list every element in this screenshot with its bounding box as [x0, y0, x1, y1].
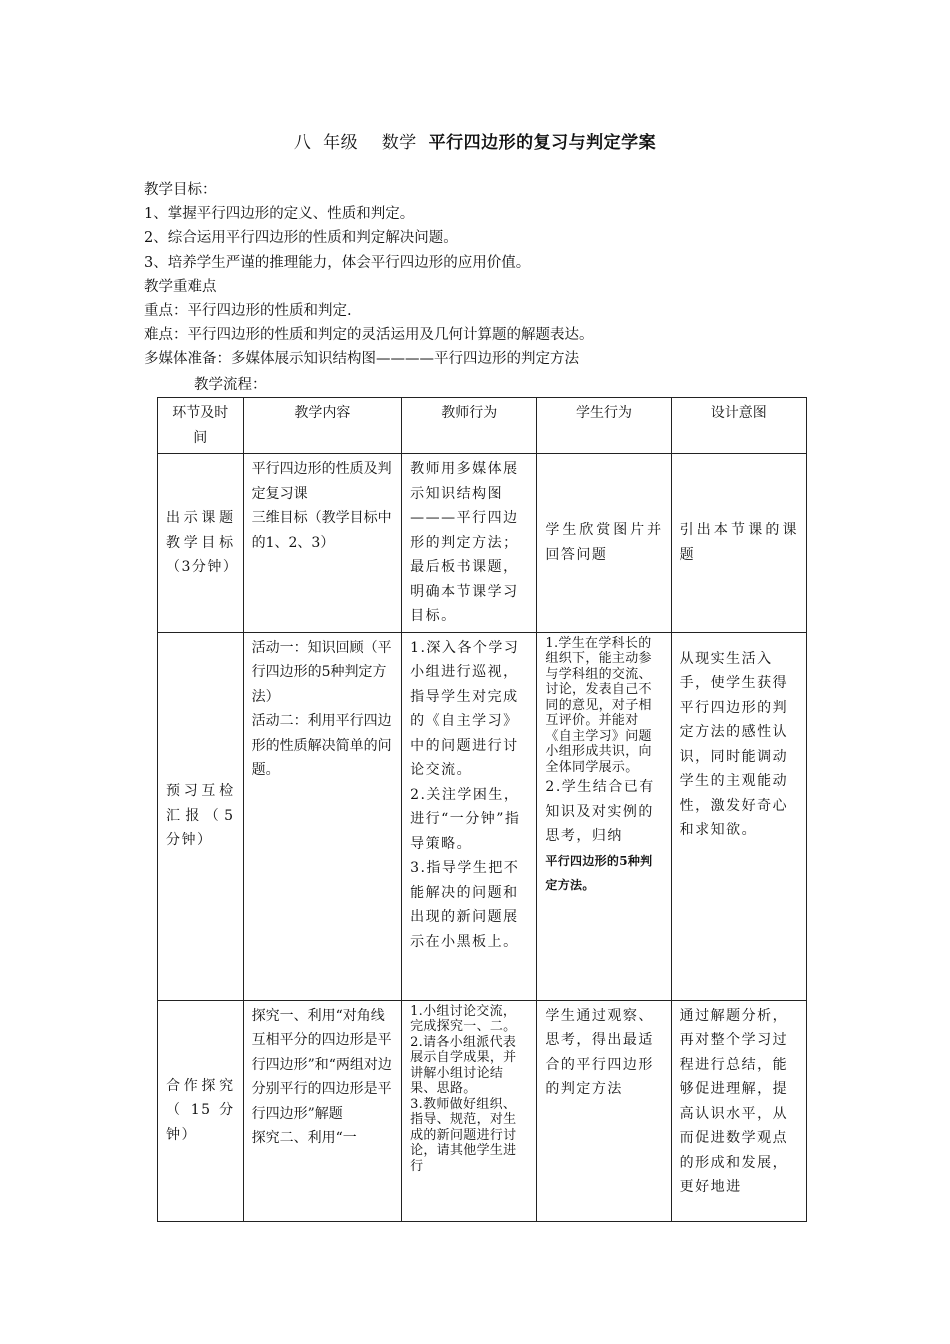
- student-cell: [537, 632, 671, 1000]
- table-header-row: [158, 398, 807, 454]
- difficult-point: 难点：平行四边形的性质和判定的灵活运用及几何计算题的解题表达。: [144, 327, 594, 344]
- intent-cell: [671, 1000, 806, 1221]
- header-stage: 环节及时间: [158, 398, 244, 454]
- content-text: 探究一、利用“对角线互相平分的四边形是平行四边形”和“两组对边分别平行的四边形是平行四边形”解题 探究二、利用“一: [251, 1007, 392, 1146]
- teacher-cell: [402, 1000, 537, 1221]
- content-cell: 平行四边形的性质及判定复习课 三维目标（教学目标中的1、2、3）: [243, 454, 401, 633]
- key-point: 重点：平行四边形的性质和判定.: [144, 303, 352, 320]
- content-cell: 活动一：知识回顾（平行四边形的5种判定方法） 活动二：利用平行四边形的性质解决简单的问题。: [243, 632, 401, 1000]
- intro-section: [144, 178, 824, 372]
- header-student: 学生行为: [537, 398, 671, 454]
- objective-1: 1、掌握平行四边形的定义、性质和判定。: [144, 206, 415, 223]
- stage-cell: 合作探究（ 15 分钟）: [158, 1000, 244, 1221]
- intent-text: 通过解题分析，再对整个学习过程进行总结，能够促进理解，提高认识水平，从而促进数学观点的形成和发展，更好地进: [679, 1007, 789, 1195]
- stage-cell: 预习互检汇报（5分钟）: [158, 632, 244, 1000]
- objective-2: 2、综合运用平行四边形的性质和判定解决问题。: [144, 230, 458, 247]
- lesson-flow-table: [157, 397, 807, 1222]
- teacher-text: 1.小组讨论交流， 完成探究一、二。 2.请各小组派代表展示自学成果，并讲解小组讨论结果、思路。 3.教师做好组织、指导、规范，对生成的新问题进行讨论，请其他学生进行: [410, 1003, 517, 1174]
- header-intent: 设计意图: [671, 398, 806, 454]
- content-cell: [243, 1000, 401, 1221]
- lesson-title: 平行四边形的复习与判定学案: [428, 133, 657, 153]
- intent-cell: 从现实生活入手，使学生获得平行四边形的判定方法的感性认识，同时能调动学生的主观能动性，激发好奇心和求知欲。: [671, 632, 806, 1000]
- key-points-heading: 教学重难点: [144, 278, 217, 295]
- header-content: 教学内容: [243, 398, 401, 454]
- table-row: [158, 454, 807, 633]
- student-bold-text: 平行四边形的5种判定方法。: [545, 853, 653, 892]
- stage-cell: 出示课题教学目标（3分钟）: [158, 454, 244, 633]
- multimedia-prep: 多媒体准备：多媒体展示知识结构图————平行四边形的判定方法: [144, 351, 579, 368]
- flow-label: 教学流程：: [194, 377, 267, 393]
- objective-3: 3、培养学生严谨的推理能力，体会平行四边形的应用价值。: [144, 254, 531, 271]
- grade-subject: 八 年级 数学: [293, 133, 429, 153]
- student-cell: [537, 1000, 671, 1221]
- student-cell: 学生欣赏图片并回答问题: [537, 454, 671, 633]
- teacher-cell: 1.深入各个学习小组进行巡视，指导学生对完成的《自主学习》中的问题进行讨论交流。 2.关注学困生，进行“一分钟”指导策略。 3.指导学生把不能解决的问题和出现的新问题展示在小黑板上。: [402, 632, 537, 1000]
- page-title: [0, 128, 950, 153]
- teacher-cell: 教师用多媒体展示知识结构图———平行四边形的判定方法；最后板书课题，明确本节课学习目标。: [402, 454, 537, 633]
- intent-cell: 引出本节课的课题: [671, 454, 806, 633]
- objectives-heading: 教学目标：: [144, 182, 217, 198]
- student-activity-1: 1.学生在学科长的组织下，能主动参与学科组的交流、讨论，发表自己不同的意见，对子相互评价。并能对《自主学习》问题小组形成共识，向全体同学展示。: [545, 635, 652, 775]
- header-teacher: 教师行为: [402, 398, 537, 454]
- table-row: [158, 632, 807, 1000]
- student-text: 学生通过观察、思考，得出最适合的平行四边形的判定方法: [545, 1007, 654, 1097]
- student-activity-2-bold: [545, 849, 662, 897]
- table-row: [158, 1000, 807, 1221]
- student-activity-2: 2.学生结合已有知识及对实例的思考，归纳: [545, 779, 655, 844]
